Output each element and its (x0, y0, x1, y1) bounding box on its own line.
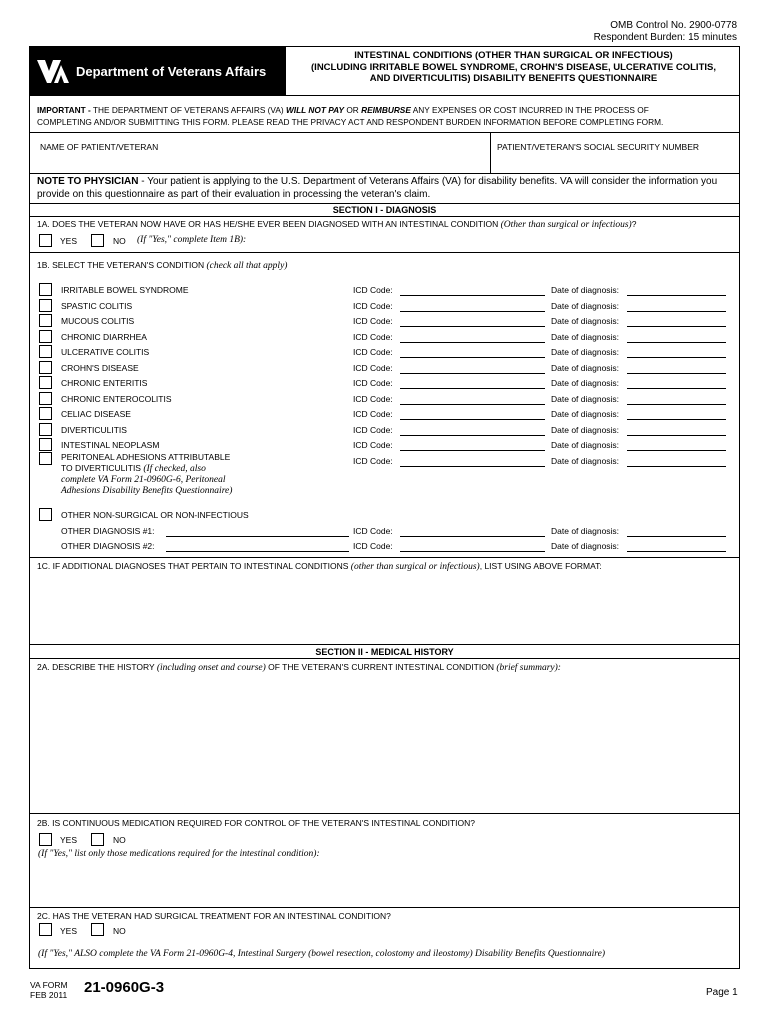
condition-label: CHRONIC ENTERITIS (61, 378, 148, 388)
diagnosis-date-field[interactable] (627, 342, 726, 343)
other-dx-2-date-field[interactable] (627, 551, 726, 552)
condition-checkbox[interactable] (39, 283, 52, 296)
condition-checkbox[interactable] (39, 345, 52, 358)
q2b-note: (If "Yes," list only those medications required for the intestinal condition): (38, 849, 320, 859)
q2a-answer-area[interactable] (37, 677, 734, 809)
omb-control: OMB Control No. 2900-0778 (610, 20, 737, 31)
diagnosis-date-label: Date of diagnosis: (551, 409, 620, 419)
condition-label: CELIAC DISEASE (61, 409, 131, 419)
diagnosis-date-field[interactable] (627, 311, 726, 312)
q2a-mid: OF THE VETERAN'S CURRENT INTESTINAL CONDITION (265, 662, 497, 672)
condition-label: CHRONIC DIARRHEA (61, 331, 147, 342)
other-label: OTHER NON-SURGICAL OR NON-INFECTIOUS (61, 510, 249, 520)
icd-code-field[interactable] (400, 435, 545, 436)
diagnosis-date-field[interactable] (627, 326, 726, 327)
q1a-no-label: NO (113, 236, 126, 246)
other-dx-2-field[interactable] (166, 551, 349, 552)
note-line-1: - Your patient is applying to the U.S. Department of Veterans Affairs (VA) for disability benefits. VA will consider the information you (138, 176, 718, 187)
q1c-end: , LIST USING ABOVE FORMAT: (479, 561, 602, 571)
icd-code-field[interactable] (400, 404, 545, 405)
will-not-pay: WILL NOT PAY (285, 105, 345, 115)
peritoneal-line-1: PERITONEAL ADHESIONS ATTRIBUTABLE (61, 452, 231, 462)
footer-form-number: 21-0960G-3 (84, 979, 165, 996)
diagnosis-date-label: Date of diagnosis: (551, 285, 620, 295)
diagnosis-date-label: Date of diagnosis: (551, 316, 620, 326)
note-label: NOTE TO PHYSICIAN (37, 176, 139, 187)
icd-code-label: ICD Code: (353, 316, 393, 326)
other-dx-1-date-label: Date of diagnosis: (551, 526, 620, 536)
q2a-italic-2: (brief summary): (496, 663, 561, 673)
q2b-answer-area[interactable] (37, 863, 734, 903)
title-line-3: AND DIVERTICULITIS) DISABILITY BENEFITS QUESTIONNAIRE (369, 73, 658, 84)
condition-label: ULCERATIVE COLITIS (61, 347, 150, 357)
condition-checkbox[interactable] (39, 423, 52, 436)
icd-code-field[interactable] (400, 326, 545, 327)
footer-date: FEB 2011 (30, 990, 68, 1000)
other-dx-2-label: OTHER DIAGNOSIS #2: (61, 541, 155, 551)
q2b-no-checkbox[interactable] (91, 833, 104, 846)
other-dx-1-icd-field[interactable] (400, 536, 545, 537)
other-dx-2-date-label: Date of diagnosis: (551, 541, 620, 551)
q1a-note: (If "Yes," complete Item 1B): (137, 235, 247, 245)
icd-code-label: ICD Code: (353, 300, 393, 311)
diagnosis-date-label: Date of diagnosis: (551, 424, 620, 435)
icd-code-label: ICD Code: (353, 347, 393, 357)
condition-checkbox[interactable] (39, 407, 52, 420)
q1c-text: 1C. IF ADDITIONAL DIAGNOSES THAT PERTAIN TO INTESTINAL CONDITIONS (37, 561, 351, 571)
q1b-text: 1B. SELECT THE VETERAN'S CONDITION (37, 260, 207, 270)
footer-form-info (30, 980, 68, 1000)
important-notice (37, 105, 663, 128)
peritoneal-italic-3: Adhesions Disability Benefits Questionnaire) (61, 486, 233, 496)
icd-code-label: ICD Code: (353, 285, 393, 295)
form-title (286, 50, 741, 85)
patient-name-field[interactable] (40, 153, 490, 171)
diagnosis-date-field[interactable] (627, 373, 726, 374)
icd-code-field[interactable] (400, 373, 545, 374)
diagnosis-date-field[interactable] (627, 388, 726, 389)
footer-va-form: VA FORM (30, 980, 68, 990)
condition-label: IRRITABLE BOWEL SYNDROME (61, 285, 189, 295)
condition-checkbox[interactable] (39, 314, 52, 327)
peritoneal-date-label: Date of diagnosis: (551, 456, 620, 466)
condition-checkbox[interactable] (39, 299, 52, 312)
q2a-italic-1: (including onset and course) (156, 663, 266, 673)
icd-code-label: ICD Code: (353, 393, 393, 404)
q1c-answer-area[interactable] (37, 575, 734, 641)
condition-label: MUCOUS COLITIS (61, 316, 135, 326)
ssn-field[interactable] (497, 153, 737, 171)
peritoneal-icd-label: ICD Code: (353, 456, 393, 466)
peritoneal-italic-2: complete VA Form 21-0960G-6, Peritoneal (61, 475, 226, 485)
agency-name: Department of Veterans Affairs (76, 63, 267, 79)
other-dx-1-field[interactable] (166, 536, 349, 537)
other-checkbox[interactable] (39, 508, 52, 521)
icd-code-label: ICD Code: (353, 409, 393, 419)
q2b-no-label: NO (113, 835, 126, 845)
condition-label: INTESTINAL NEOPLASM (61, 440, 160, 450)
q2c-no-checkbox[interactable] (91, 923, 104, 936)
va-logo-block (30, 47, 286, 95)
other-dx-1-icd-label: ICD Code: (353, 526, 393, 536)
icd-code-label: ICD Code: (353, 424, 393, 435)
q1a-end: ? (631, 219, 637, 229)
diagnosis-date-field[interactable] (627, 450, 726, 451)
important-text-a: THE DEPARTMENT OF VETERANS AFFAIRS (VA) (90, 105, 286, 115)
q1a-yes-checkbox[interactable] (39, 234, 52, 247)
question-2a (37, 662, 561, 673)
icd-code-field[interactable] (400, 450, 545, 451)
ssn-label: PATIENT/VETERAN'S SOCIAL SECURITY NUMBER (497, 142, 700, 152)
diagnosis-date-label: Date of diagnosis: (551, 362, 620, 373)
diagnosis-date-field[interactable] (627, 419, 726, 420)
icd-code-label: ICD Code: (353, 440, 393, 450)
diagnosis-date-label: Date of diagnosis: (551, 300, 620, 311)
condition-label: CROHN'S DISEASE (61, 362, 139, 373)
condition-label: DIVERTICULITIS (61, 424, 127, 435)
q1a-no-checkbox[interactable] (91, 234, 104, 247)
q1a-italic: (Other than surgical or infectious) (500, 220, 632, 230)
icd-code-label: ICD Code: (353, 362, 393, 373)
question-2c: 2C. HAS THE VETERAN HAD SURGICAL TREATMENT FOR AN INTESTINAL CONDITION? (37, 911, 391, 921)
q1a-text: 1A. DOES THE VETERAN NOW HAVE OR HAS HE/SHE EVER BEEN DIAGNOSED WITH AN INTESTINAL CONDITION (37, 219, 501, 229)
q2b-yes-checkbox[interactable] (39, 833, 52, 846)
diagnosis-date-label: Date of diagnosis: (551, 378, 620, 388)
other-dx-1-date-field[interactable] (627, 536, 726, 537)
icd-code-field[interactable] (400, 419, 545, 420)
peritoneal-label (61, 452, 232, 497)
other-dx-2-icd-label: ICD Code: (353, 541, 393, 551)
icd-code-label: ICD Code: (353, 378, 393, 388)
question-1c (37, 561, 602, 572)
question-1a (37, 219, 636, 230)
diagnosis-date-label: Date of diagnosis: (551, 393, 620, 404)
condition-checkbox[interactable] (39, 392, 52, 405)
q1a-yes-label: YES (60, 236, 78, 246)
condition-checkbox[interactable] (39, 376, 52, 389)
peritoneal-italic-1: (If checked, also (143, 464, 206, 474)
peritoneal-icd-field[interactable] (400, 466, 545, 467)
va-seal-icon (36, 57, 70, 85)
section-1-title: SECTION I - DIAGNOSIS (332, 205, 437, 215)
other-dx-1-label: OTHER DIAGNOSIS #1: (61, 526, 155, 536)
q2b-yes-label: YES (60, 835, 78, 845)
diagnosis-date-field[interactable] (627, 404, 726, 405)
title-line-2: (INCLUDING IRRITABLE BOWEL SYNDROME, CROHN'S DISEASE, ULCERATIVE COLITIS, (311, 61, 716, 73)
q2a-text: 2A. DESCRIBE THE HISTORY (37, 662, 157, 672)
q2c-no-label: NO (113, 926, 126, 936)
icd-code-field[interactable] (400, 311, 545, 312)
important-label: IMPORTANT - (37, 105, 91, 115)
diagnosis-date-label: Date of diagnosis: (551, 331, 620, 342)
condition-checkbox[interactable] (39, 330, 52, 343)
peritoneal-line-2: TO DIVERTICULITIS (61, 463, 144, 473)
diagnosis-date-field[interactable] (627, 357, 726, 358)
condition-label: CHRONIC ENTEROCOLITIS (61, 393, 172, 404)
icd-code-field[interactable] (400, 295, 545, 296)
diagnosis-date-label: Date of diagnosis: (551, 347, 620, 357)
condition-label: SPASTIC COLITIS (61, 300, 133, 311)
title-line-1: INTESTINAL CONDITIONS (OTHER THAN SURGICAL OR INFECTIOUS) (354, 50, 673, 61)
form-frame (29, 46, 740, 969)
q2c-note: (If "Yes," ALSO complete the VA Form 21-0960G-4, Intestinal Surgery (bowel resection, colostomy and ileostomy) Disability Benefits Questionnaire) (38, 949, 605, 959)
q1c-italic: (other than surgical or infectious) (350, 562, 480, 572)
other-dx-2-icd-field[interactable] (400, 551, 545, 552)
icd-code-field[interactable] (400, 342, 545, 343)
section-2-title: SECTION II - MEDICAL HISTORY (315, 647, 454, 657)
question-2b: 2B. IS CONTINUOUS MEDICATION REQUIRED FOR CONTROL OF THE VETERAN'S INTESTINAL CONDITION? (37, 818, 475, 828)
peritoneal-checkbox[interactable] (39, 452, 52, 465)
condition-checkbox[interactable] (39, 438, 52, 451)
respondent-burden: Respondent Burden: 15 minutes (593, 32, 737, 43)
important-or: OR (344, 105, 362, 115)
icd-code-field[interactable] (400, 357, 545, 358)
footer-page: Page 1 (706, 987, 738, 998)
note-line-2: provide on this questionnaire as part of their evaluation in processing the veteran's claim. (37, 188, 431, 200)
note-to-physician (37, 176, 717, 201)
diagnosis-date-field[interactable] (627, 295, 726, 296)
condition-checkbox[interactable] (39, 361, 52, 374)
peritoneal-date-field[interactable] (627, 466, 726, 467)
question-1b (37, 260, 287, 271)
q1b-italic: (check all that apply) (206, 261, 288, 271)
omb-info (594, 20, 737, 44)
q2c-yes-label: YES (60, 926, 78, 936)
reimburse: REIMBURSE (361, 105, 411, 115)
diagnosis-date-field[interactable] (627, 435, 726, 436)
icd-code-label: ICD Code: (353, 331, 393, 342)
patient-name-label: NAME OF PATIENT/VETERAN (40, 142, 159, 152)
important-text-b: ANY EXPENSES OR COST INCURRED IN THE PROCESS OF (410, 105, 649, 115)
diagnosis-date-label: Date of diagnosis: (551, 440, 620, 450)
icd-code-field[interactable] (400, 388, 545, 389)
important-line-2: COMPLETING AND/OR SUBMITTING THIS FORM. PLEASE READ THE PRIVACY ACT AND RESPONDENT BURDEN INFORMATION BEFORE COMPLETING FORM. (37, 116, 664, 127)
q2c-yes-checkbox[interactable] (39, 923, 52, 936)
